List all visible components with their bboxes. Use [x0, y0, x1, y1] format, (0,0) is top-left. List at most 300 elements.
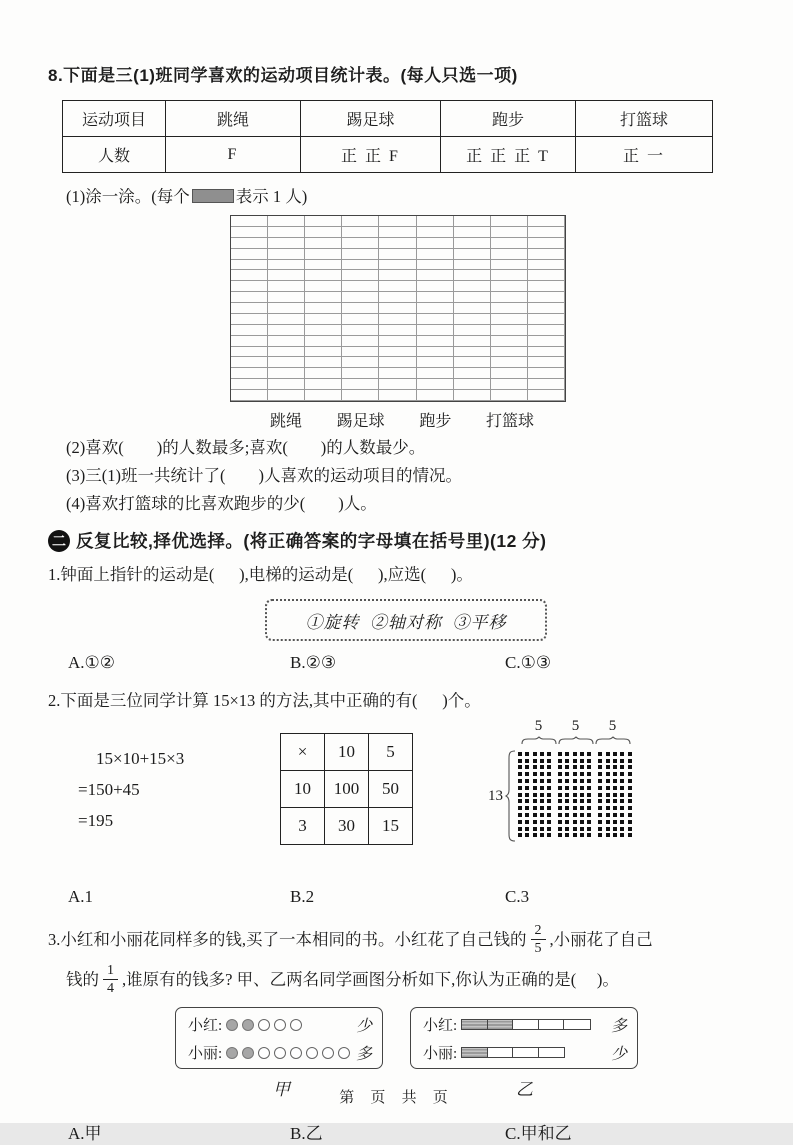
grid-cell [417, 292, 454, 303]
circle-strip [226, 1047, 354, 1059]
dot [525, 793, 529, 797]
yi-row [423, 1015, 627, 1035]
grid-cell [342, 357, 379, 368]
dot [533, 752, 537, 756]
dot [573, 827, 577, 831]
dot [628, 759, 632, 763]
dot [598, 772, 602, 776]
chart-category-label: 打篮球 [485, 413, 535, 430]
grid-cell [417, 347, 454, 358]
choice-c: C.3 [505, 887, 530, 906]
grid-cell [379, 216, 416, 227]
dot [573, 813, 577, 817]
q1-text: 1.钟面上指针的运动是( ),电梯的运动是( ),应选( )。 [48, 565, 473, 584]
grid-cell [528, 336, 565, 347]
dot [533, 813, 537, 817]
choice-c: C.甲和乙 [505, 1123, 572, 1143]
table-header-row [63, 101, 713, 137]
grid-cell [231, 379, 268, 390]
dot [558, 806, 562, 810]
grid-cell [417, 260, 454, 271]
grid-cell [379, 292, 416, 303]
grid-cell [231, 216, 268, 227]
grid-cell [491, 249, 528, 260]
grid-cell [231, 292, 268, 303]
equation-line: =195 [78, 811, 114, 830]
grid-cell [491, 292, 528, 303]
dot [558, 779, 562, 783]
dot [518, 820, 522, 824]
dot [628, 765, 632, 769]
grid-cell [454, 227, 491, 238]
grid-cell [491, 357, 528, 368]
dot [547, 765, 551, 769]
q2-choices [48, 887, 741, 913]
q2-methods [48, 719, 741, 887]
grid-cell [528, 292, 565, 303]
grid-cell [379, 347, 416, 358]
dot [525, 827, 529, 831]
filled-circle [242, 1047, 254, 1059]
dot [598, 820, 602, 824]
dot [540, 813, 544, 817]
dot-row [518, 793, 635, 800]
q1-option-box: ①旋转 ②轴对称 ③平移 [265, 599, 547, 641]
grid-cell [231, 227, 268, 238]
dot [620, 759, 624, 763]
dot [547, 833, 551, 837]
grid-cell [379, 390, 416, 401]
dot [573, 820, 577, 824]
bar-segment [488, 1048, 514, 1057]
dot [518, 793, 522, 797]
grid-cell [268, 292, 305, 303]
mul-cell: 15 [369, 808, 413, 845]
choice-b: B.2 [290, 887, 315, 906]
dot [613, 799, 617, 803]
grid-cell [268, 281, 305, 292]
dot [558, 765, 562, 769]
dot [518, 786, 522, 790]
dot [540, 786, 544, 790]
dot-row [518, 820, 635, 827]
grid-cell [305, 292, 342, 303]
dot [525, 765, 529, 769]
grid-cell [268, 314, 305, 325]
dot [565, 820, 569, 824]
grid-cell [379, 325, 416, 336]
grid-cell [491, 379, 528, 390]
grid-cell [379, 379, 416, 390]
dot [628, 779, 632, 783]
numerator: 2 [534, 923, 542, 938]
dot [525, 799, 529, 803]
dot [533, 793, 537, 797]
dot [606, 765, 610, 769]
grid-cell [305, 238, 342, 249]
grid-cell [305, 216, 342, 227]
dot [598, 752, 602, 756]
jia-diagram-box [175, 1007, 383, 1069]
chart-grid[interactable] [230, 215, 566, 402]
grid-cell [268, 238, 305, 249]
brace-top-icon [595, 736, 631, 745]
grid-cell [268, 270, 305, 281]
method2-grid-table [280, 733, 413, 845]
dot [580, 793, 584, 797]
grid-cell [268, 368, 305, 379]
grid-cell [491, 303, 528, 314]
grid-cell [231, 325, 268, 336]
brace-top-icon [521, 736, 557, 745]
dot [565, 759, 569, 763]
jia-row [188, 1015, 372, 1035]
dot [533, 827, 537, 831]
dot [613, 820, 617, 824]
grid-cell [379, 303, 416, 314]
grid-cell [342, 281, 379, 292]
dot-row [518, 827, 635, 834]
dot [565, 813, 569, 817]
dot [533, 772, 537, 776]
grid-cell [491, 347, 528, 358]
choice-a: A.①② [68, 653, 116, 672]
dot [558, 833, 562, 837]
grid-cell [528, 314, 565, 325]
dot [628, 813, 632, 817]
grid-cell [417, 249, 454, 260]
segment-bar [461, 1047, 565, 1058]
dot [587, 759, 591, 763]
grid-cell [305, 347, 342, 358]
grid-cell [342, 292, 379, 303]
header-cell: 跑步 [441, 101, 576, 137]
grid-cell [491, 281, 528, 292]
chart-category-label: 跑步 [419, 413, 452, 430]
grid-cell [305, 227, 342, 238]
choice-b: B.②③ [290, 653, 337, 672]
q8-sub4: (4)喜欢打篮球的比喜欢跑步的少( )人。 [66, 494, 377, 513]
grid-cell [379, 314, 416, 325]
choice-c: C.①③ [505, 653, 552, 672]
brace-group [557, 719, 594, 749]
grid-cell [268, 379, 305, 390]
q3-line2 [48, 963, 741, 997]
dot [606, 772, 610, 776]
dot [598, 806, 602, 810]
grid-cell [268, 216, 305, 227]
grid-cell [491, 390, 528, 401]
dot [533, 820, 537, 824]
grid-cell [528, 347, 565, 358]
dot [620, 833, 624, 837]
mul-cell: 3 [281, 808, 325, 845]
dot [533, 765, 537, 769]
bar-segment [564, 1020, 590, 1029]
grid-cell [454, 260, 491, 271]
dot [565, 806, 569, 810]
dot [558, 752, 562, 756]
filled-circle [242, 1019, 254, 1031]
dot [525, 806, 529, 810]
mul-cell: × [281, 734, 325, 771]
dot [613, 772, 617, 776]
denominator: 4 [103, 979, 118, 996]
jia-rows [188, 1015, 372, 1063]
grid-cell [528, 238, 565, 249]
dot [540, 752, 544, 756]
section2-header [48, 528, 741, 553]
dot [598, 799, 602, 803]
dot [518, 813, 522, 817]
dot [620, 827, 624, 831]
grid-cell [528, 281, 565, 292]
dot [547, 813, 551, 817]
grid-cell [491, 336, 528, 347]
dot [613, 779, 617, 783]
dot [628, 772, 632, 776]
dot [540, 793, 544, 797]
grid-cell [379, 270, 416, 281]
dot [620, 765, 624, 769]
empty-circle [306, 1047, 318, 1059]
dot [620, 813, 624, 817]
grid-cell [454, 390, 491, 401]
dot [613, 765, 617, 769]
dot-row [518, 772, 635, 779]
empty-circle [338, 1047, 350, 1059]
dot [558, 799, 562, 803]
group-count-label: 5 [608, 718, 617, 734]
dot [580, 827, 584, 831]
dot [613, 786, 617, 790]
dot-row [518, 813, 635, 820]
dot [598, 793, 602, 797]
grid-cell [231, 260, 268, 271]
grid-cell [528, 357, 565, 368]
dot [628, 806, 632, 810]
dot [565, 833, 569, 837]
grid-cell [417, 336, 454, 347]
grid-cell [231, 390, 268, 401]
circle-strip [226, 1019, 306, 1031]
dot [573, 793, 577, 797]
grid-cell [491, 227, 528, 238]
dot [547, 786, 551, 790]
dot [620, 786, 624, 790]
q1-choices [48, 653, 741, 679]
grid-cell [268, 357, 305, 368]
dot [587, 786, 591, 790]
dot [587, 752, 591, 756]
header-cell: 运动项目 [63, 101, 166, 137]
grid-cell [491, 216, 528, 227]
dot-area [488, 750, 635, 842]
chart-category-label: 踢足球 [336, 413, 385, 430]
brace-group [594, 719, 631, 749]
dot [525, 813, 529, 817]
q3-text: 3.小红和小丽花同样多的钱,买了一本相同的书。小红花了自己钱的 [48, 929, 527, 949]
grid-cell [342, 238, 379, 249]
mul-cell: 100 [325, 771, 369, 808]
dot [525, 833, 529, 837]
dot [533, 759, 537, 763]
grid-cell [491, 314, 528, 325]
dot [558, 759, 562, 763]
method3-dot-diagram [488, 719, 635, 842]
dot [573, 759, 577, 763]
dot [613, 833, 617, 837]
grid-cell [417, 368, 454, 379]
dot [587, 806, 591, 810]
amount-label: 少 [610, 1046, 627, 1064]
grid-cell [342, 314, 379, 325]
dot [558, 827, 562, 831]
choice-a: A.1 [68, 887, 94, 906]
dot [533, 779, 537, 783]
dot [573, 833, 577, 837]
grid-cell [268, 347, 305, 358]
q3-choices [48, 1119, 741, 1145]
dot [587, 827, 591, 831]
grid-cell [417, 303, 454, 314]
amount-label: 多 [355, 1046, 372, 1064]
dot [613, 813, 617, 817]
dot [628, 820, 632, 824]
grid-cell [491, 270, 528, 281]
grid-cell [528, 379, 565, 390]
dot [620, 752, 624, 756]
q3-line1 [48, 923, 741, 957]
bar-segment [488, 1020, 514, 1029]
dot-row [518, 799, 635, 806]
grid-cell [231, 357, 268, 368]
dot [565, 827, 569, 831]
dot [565, 752, 569, 756]
dot [613, 793, 617, 797]
dot [580, 779, 584, 783]
grid-cell [417, 270, 454, 281]
q3-text: ,小丽花了自己 [549, 929, 653, 949]
grid-cell [268, 390, 305, 401]
dot [628, 793, 632, 797]
grid-cell [342, 270, 379, 281]
grid-cell [454, 238, 491, 249]
dot [606, 820, 610, 824]
dot [547, 827, 551, 831]
header-cell: 跳绳 [166, 101, 301, 137]
dot-row [518, 833, 635, 840]
dot [573, 786, 577, 790]
dot [565, 765, 569, 769]
grid-cell [268, 227, 305, 238]
grid-cell [454, 314, 491, 325]
grid-cell [342, 303, 379, 314]
grid-cell [417, 281, 454, 292]
filled-circle [226, 1047, 238, 1059]
grid-cell [454, 270, 491, 281]
grid-cell [379, 238, 416, 249]
dot-grid [518, 752, 635, 840]
dot [565, 793, 569, 797]
dot [533, 806, 537, 810]
yi-diagram-box [410, 1007, 638, 1069]
bar-segment [539, 1020, 565, 1029]
q8-sub1 [48, 183, 741, 211]
dot [598, 813, 602, 817]
dot [580, 765, 584, 769]
dot [533, 833, 537, 837]
dot [558, 772, 562, 776]
tally-cell: 正 一 [576, 137, 713, 173]
grid-cell [231, 281, 268, 292]
bar-segment [462, 1020, 488, 1029]
bar-segment [513, 1048, 539, 1057]
grid-cell [454, 347, 491, 358]
dot [613, 752, 617, 756]
dot [525, 786, 529, 790]
dot [540, 827, 544, 831]
grid-cell [305, 260, 342, 271]
dot [587, 813, 591, 817]
dot [525, 752, 529, 756]
dot [580, 799, 584, 803]
q2-text: 2.下面是三位同学计算 15×13 的方法,其中正确的有( )个。 [48, 691, 481, 710]
q8-sub3: (3)三(1)班一共统计了( )人喜欢的运动项目的情况。 [66, 466, 462, 485]
dot [580, 752, 584, 756]
grid-cell [454, 325, 491, 336]
group-count-label: 5 [571, 718, 580, 734]
grid-cell [417, 357, 454, 368]
dot [518, 759, 522, 763]
dot [628, 752, 632, 756]
grid-cell [417, 227, 454, 238]
dot [606, 833, 610, 837]
grid-cell [342, 260, 379, 271]
mul-cell: 10 [325, 734, 369, 771]
row-count-label: 13 [488, 787, 503, 804]
dot [606, 799, 610, 803]
dot [533, 786, 537, 790]
grid-cell [454, 336, 491, 347]
grid-cell [268, 260, 305, 271]
grid-cell [417, 325, 454, 336]
dot [573, 772, 577, 776]
grid-cell [342, 249, 379, 260]
table-tally-row [63, 137, 713, 173]
dot [598, 786, 602, 790]
dot [518, 779, 522, 783]
q3-text: ,谁原有的钱多? 甲、乙两名同学画图分析如下,你认为正确的是( )。 [122, 969, 619, 989]
grid-cell [454, 303, 491, 314]
section2-title: 反复比较,择优选择。(将正确答案的字母填在括号里)(12 分) [76, 531, 547, 551]
dot [573, 765, 577, 769]
yi-label: 乙 [516, 1079, 533, 1099]
dot [598, 827, 602, 831]
dot [525, 759, 529, 763]
dot [620, 793, 624, 797]
group-count-label: 5 [534, 718, 543, 734]
dot [587, 772, 591, 776]
mul-cell: 10 [281, 771, 325, 808]
person-label: 小丽: [423, 1046, 458, 1063]
amount-label: 少 [355, 1018, 372, 1036]
dot [620, 806, 624, 810]
dot [587, 793, 591, 797]
dot [620, 779, 624, 783]
grid-cell [417, 314, 454, 325]
grid-cell [231, 347, 268, 358]
